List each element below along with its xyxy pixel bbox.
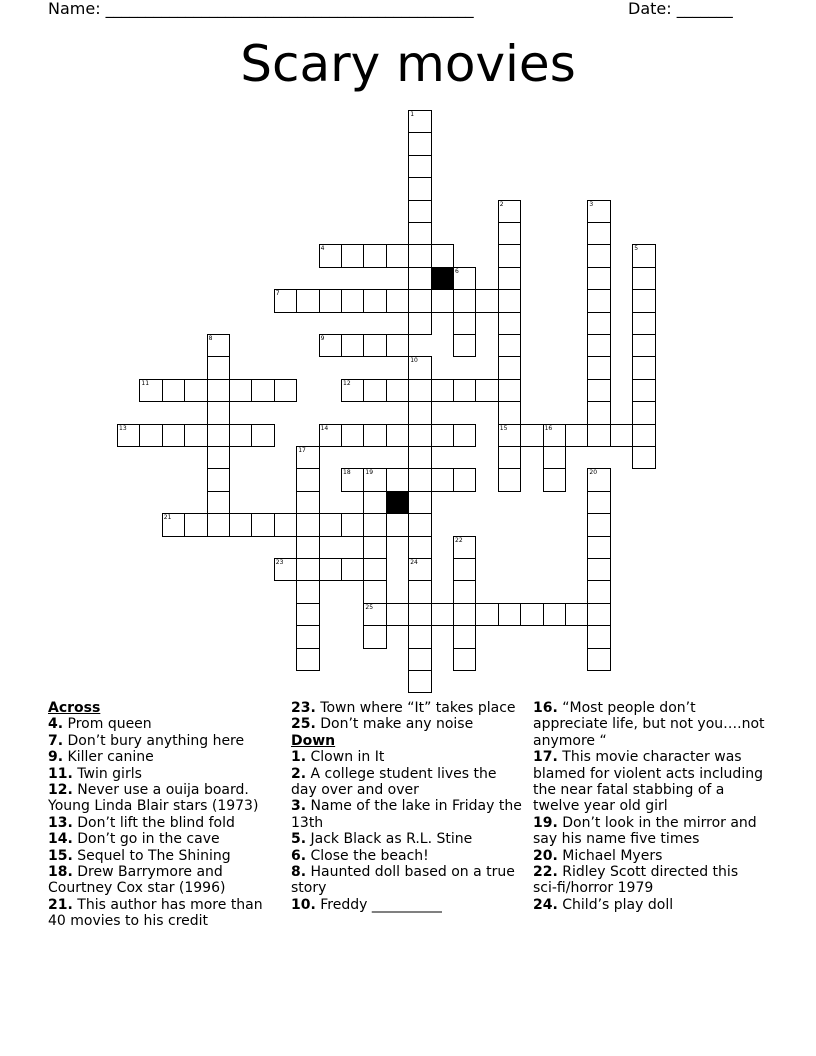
grid-cell[interactable]	[319, 334, 342, 357]
grid-cell[interactable]	[139, 424, 162, 447]
grid-cell[interactable]	[587, 379, 610, 402]
grid-cell[interactable]	[431, 468, 454, 491]
clue-across-11: 11. Twin girls	[48, 765, 142, 782]
grid-cell[interactable]	[498, 312, 521, 335]
grid-cell[interactable]	[408, 513, 431, 536]
grid-cell[interactable]	[296, 468, 319, 491]
grid-cell[interactable]	[498, 244, 521, 267]
clue-across-21: 21. This author has more than 40 movies to his credit	[48, 896, 263, 930]
clue-across-14: 14. Don’t go in the cave	[48, 831, 220, 848]
grid-cell[interactable]	[207, 468, 230, 491]
grid-cell[interactable]	[475, 289, 498, 312]
grid-cell[interactable]	[453, 267, 476, 290]
cell-number: 22	[455, 536, 463, 544]
grid-cell[interactable]	[408, 379, 431, 402]
grid-cell[interactable]	[543, 603, 566, 626]
grid-cell[interactable]	[363, 580, 386, 603]
grid-cell[interactable]	[543, 468, 566, 491]
grid-cell[interactable]	[162, 379, 185, 402]
grid-cell[interactable]	[341, 334, 364, 357]
grid-cell[interactable]	[341, 244, 364, 267]
cell-number: 15	[499, 424, 508, 432]
grid-cell[interactable]	[363, 603, 386, 626]
clue-down-24: 24. Child’s play doll	[533, 896, 674, 913]
grid-cell[interactable]	[498, 468, 521, 491]
grid-cell[interactable]	[453, 334, 476, 357]
down-heading: Down	[291, 732, 336, 749]
grid-cell[interactable]	[498, 222, 521, 245]
clue-across-18: 18. Drew Barrymore and Courtney Cox star (1996)	[48, 864, 226, 897]
grid-cell[interactable]	[565, 424, 588, 447]
grid-cell[interactable]	[319, 558, 342, 581]
cell-number: 13	[119, 424, 127, 432]
grid-cell[interactable]	[453, 580, 476, 603]
clue-down-19: 19. Don’t look in the mirror and say his name five times	[533, 814, 757, 848]
grid-cell[interactable]	[363, 334, 386, 357]
page-title: Scary movies	[240, 35, 576, 93]
grid-cell[interactable]	[453, 379, 476, 402]
cell-number: 20	[589, 469, 598, 477]
grid-cell[interactable]	[543, 424, 566, 447]
grid-cell[interactable]	[184, 424, 207, 447]
cell-number: 18	[343, 469, 351, 477]
grid-cell[interactable]	[162, 513, 185, 536]
grid-cell[interactable]	[632, 424, 655, 447]
grid-cell[interactable]	[363, 513, 386, 536]
grid-cell[interactable]	[408, 267, 431, 290]
clue-down-5: 5. Jack Black as R.L. Stine	[291, 831, 473, 848]
grid-cell[interactable]	[498, 356, 521, 379]
grid-cell[interactable]	[408, 536, 431, 559]
grid-cell[interactable]	[207, 513, 230, 536]
grid-cell[interactable]	[408, 558, 431, 581]
grid-cell[interactable]	[184, 513, 207, 536]
grid-cell[interactable]	[453, 312, 476, 335]
grid-cell[interactable]	[341, 468, 364, 491]
grid-cell[interactable]	[453, 424, 476, 447]
clue-across-4: 4. Prom queen	[48, 716, 152, 733]
grid-cell[interactable]	[319, 289, 342, 312]
grid-cell[interactable]	[632, 244, 655, 267]
cell-number: 12	[343, 379, 351, 387]
grid-cell[interactable]	[408, 625, 431, 648]
grid-cell[interactable]	[386, 513, 409, 536]
grid-cell[interactable]	[139, 379, 162, 402]
grid-cell[interactable]	[408, 648, 431, 671]
grid-cell[interactable]	[408, 468, 431, 491]
black-cell	[431, 267, 454, 290]
grid-cell[interactable]	[363, 491, 386, 514]
grid-cell[interactable]	[498, 379, 521, 402]
grid-cell[interactable]	[498, 401, 521, 424]
grid-cell[interactable]	[296, 491, 319, 514]
clues-column-2	[291, 700, 523, 913]
cell-number: 19	[365, 469, 374, 477]
grid-cell[interactable]	[498, 267, 521, 290]
across-heading: Across	[48, 700, 101, 716]
grid-cell[interactable]	[229, 424, 252, 447]
grid-cell[interactable]	[319, 424, 342, 447]
grid-cell[interactable]	[475, 379, 498, 402]
grid-cell[interactable]	[207, 491, 230, 514]
grid-cell[interactable]	[296, 558, 319, 581]
grid-cell[interactable]	[386, 603, 409, 626]
grid-cell[interactable]	[363, 424, 386, 447]
grid-cell[interactable]	[408, 491, 431, 514]
clue-across-25: 25. Don’t make any noise	[291, 716, 474, 733]
cell-number: 5	[634, 245, 639, 253]
grid-cell[interactable]	[498, 334, 521, 357]
grid-cell[interactable]	[453, 468, 476, 491]
grid-cell[interactable]	[296, 289, 319, 312]
grid-cell[interactable]	[274, 289, 297, 312]
grid-cell[interactable]	[453, 536, 476, 559]
cell-number: 21	[163, 514, 172, 522]
grid-cell[interactable]	[296, 625, 319, 648]
grid-cell[interactable]	[453, 603, 476, 626]
grid-cell[interactable]	[475, 603, 498, 626]
grid-cell[interactable]	[274, 379, 297, 402]
grid-cell[interactable]	[632, 312, 655, 335]
grid-cell[interactable]	[431, 424, 454, 447]
grid-cell[interactable]	[207, 446, 230, 469]
grid-cell[interactable]	[296, 648, 319, 671]
cell-number: 4	[320, 245, 325, 253]
grid-cell[interactable]	[207, 379, 230, 402]
cell-number: 24	[410, 559, 418, 566]
grid-cell[interactable]	[296, 513, 319, 536]
grid-cell[interactable]	[431, 379, 454, 402]
grid-cell[interactable]	[587, 267, 610, 290]
clues-column-1	[48, 700, 280, 930]
grid-cell[interactable]	[587, 648, 610, 671]
cell-number: 8	[208, 335, 213, 342]
grid-cell[interactable]	[341, 513, 364, 536]
grid-cell[interactable]	[408, 110, 431, 133]
grid-cell[interactable]	[632, 267, 655, 290]
grid-cell[interactable]	[520, 424, 543, 447]
grid-cell[interactable]	[498, 446, 521, 469]
grid-cell[interactable]	[363, 536, 386, 559]
grid-cell[interactable]	[498, 603, 521, 626]
grid-cell[interactable]	[229, 513, 252, 536]
grid-cell[interactable]	[632, 401, 655, 424]
cell-number: 10	[410, 357, 418, 365]
grid-cell[interactable]	[632, 289, 655, 312]
grid-cell[interactable]	[363, 468, 386, 491]
grid-cell[interactable]	[408, 155, 431, 178]
grid-cell[interactable]	[319, 513, 342, 536]
cell-number: 25	[365, 603, 374, 611]
grid-cell[interactable]	[296, 580, 319, 603]
grid-cell[interactable]	[587, 200, 610, 223]
grid-cell[interactable]	[207, 401, 230, 424]
grid-cell[interactable]	[341, 379, 364, 402]
grid-cell[interactable]	[117, 424, 140, 447]
cell-number: 11	[141, 379, 150, 387]
clue-across-13: 13. Don’t lift the blind fold	[48, 814, 235, 831]
grid-cell[interactable]	[565, 603, 588, 626]
grid-cell[interactable]	[408, 603, 431, 626]
grid-cell[interactable]	[408, 177, 431, 200]
cell-number: 14	[320, 424, 329, 432]
grid-cell[interactable]	[587, 513, 610, 536]
clue-across-9: 9. Killer canine	[48, 749, 154, 766]
grid-cell[interactable]	[251, 513, 274, 536]
grid-cell[interactable]	[632, 334, 655, 357]
cell-number: 9	[320, 335, 325, 342]
grid-cell[interactable]	[386, 289, 409, 312]
clue-down-6: 6. Close the beach!	[291, 847, 429, 864]
grid-cell[interactable]	[587, 580, 610, 603]
grid-cell[interactable]	[498, 200, 521, 223]
grid-cell[interactable]	[207, 424, 230, 447]
grid-cell[interactable]	[162, 424, 185, 447]
grid-cell[interactable]	[587, 289, 610, 312]
clue-down-3: 3. Name of the lake in Friday the 13th	[291, 798, 522, 831]
grid-cell[interactable]	[587, 625, 610, 648]
grid-cell[interactable]	[408, 580, 431, 603]
clue-down-16: 16. “Most people don’t appreciate life, but not you….not anymore “	[533, 700, 765, 749]
grid-cell[interactable]	[274, 558, 297, 581]
grid-cell[interactable]	[386, 244, 409, 267]
grid-cell[interactable]	[587, 244, 610, 267]
grid-cell[interactable]	[632, 446, 655, 469]
clue-across-12: 12. Never use a ouija board. Young Linda Blair stars (1973)	[48, 782, 259, 815]
grid-cell[interactable]	[251, 379, 274, 402]
grid-cell[interactable]	[296, 446, 319, 469]
grid-cell[interactable]	[453, 625, 476, 648]
grid-cell[interactable]	[632, 356, 655, 379]
grid-cell[interactable]	[587, 536, 610, 559]
clue-across-15: 15. Sequel to The Shining	[48, 847, 231, 864]
clue-down-8: 8. Haunted doll based on a true story	[291, 864, 515, 897]
cell-number: 3	[589, 200, 594, 208]
clue-down-2: 2. A college student lives the day over and over	[291, 765, 497, 799]
grid-cell[interactable]	[363, 625, 386, 648]
grid-cell[interactable]	[587, 468, 610, 491]
grid-cell[interactable]	[587, 222, 610, 245]
grid-cell[interactable]	[408, 312, 431, 335]
clue-across-7: 7. Don’t bury anything here	[48, 732, 245, 749]
clue-across-23: 23. Town where “It” takes place	[291, 700, 516, 716]
grid-cell[interactable]	[408, 289, 431, 312]
grid-cell[interactable]	[363, 289, 386, 312]
grid-cell[interactable]	[408, 244, 431, 267]
cell-number: 16	[544, 424, 553, 432]
grid-cell[interactable]	[408, 424, 431, 447]
clue-down-20: 20. Michael Myers	[533, 847, 663, 864]
cell-number: 6	[455, 267, 459, 275]
grid-cell[interactable]	[431, 289, 454, 312]
grid-cell[interactable]	[408, 670, 431, 693]
clue-down-10: 10. Freddy __________	[291, 896, 442, 913]
clues-column-3	[533, 700, 765, 913]
grid-cell[interactable]	[386, 468, 409, 491]
grid-cell[interactable]	[207, 356, 230, 379]
grid-cell[interactable]	[296, 603, 319, 626]
grid-cell[interactable]	[453, 648, 476, 671]
name-field[interactable]: Name: ______________________________________________	[48, 0, 474, 18]
grid-cell[interactable]	[386, 379, 409, 402]
grid-cell[interactable]	[408, 222, 431, 245]
grid-cell[interactable]	[408, 401, 431, 424]
grid-cell[interactable]	[274, 513, 297, 536]
grid-cell[interactable]	[587, 558, 610, 581]
grid-cell[interactable]	[408, 200, 431, 223]
cell-number: 23	[275, 559, 284, 566]
grid-cell[interactable]	[341, 424, 364, 447]
clue-down-17: 17. This movie character was blamed for violent acts including the near fatal stabbing of a twelve year old girl	[533, 749, 763, 815]
grid-cell[interactable]	[587, 603, 610, 626]
grid-cell[interactable]	[543, 446, 566, 469]
grid-cell[interactable]	[341, 289, 364, 312]
grid-cell[interactable]	[408, 132, 431, 155]
grid-cell[interactable]	[587, 401, 610, 424]
grid-cell[interactable]	[207, 334, 230, 357]
grid-cell[interactable]	[386, 424, 409, 447]
grid-cell[interactable]	[408, 446, 431, 469]
grid-cell[interactable]	[587, 334, 610, 357]
cell-number: 2	[499, 200, 504, 208]
grid-cell[interactable]	[431, 603, 454, 626]
grid-cell[interactable]	[363, 379, 386, 402]
grid-cell[interactable]	[632, 379, 655, 402]
grid-cell[interactable]	[184, 379, 207, 402]
grid-cell[interactable]	[587, 424, 610, 447]
grid-cell[interactable]	[229, 379, 252, 402]
grid-cell[interactable]	[453, 289, 476, 312]
grid-cell[interactable]	[363, 558, 386, 581]
grid-cell[interactable]	[587, 356, 610, 379]
grid-cell[interactable]	[363, 244, 386, 267]
cell-number: 1	[410, 111, 415, 118]
grid-cell[interactable]	[319, 244, 342, 267]
grid-cell[interactable]	[431, 244, 454, 267]
grid-cell[interactable]	[587, 312, 610, 335]
grid-cell[interactable]	[341, 558, 364, 581]
grid-cell[interactable]	[610, 424, 633, 447]
cell-number: 17	[298, 447, 306, 454]
black-cell	[386, 491, 409, 514]
cell-number: 7	[275, 290, 280, 298]
grid-cell[interactable]	[386, 334, 409, 357]
clue-down-22: 22. Ridley Scott directed this sci-fi/horror 1979	[533, 864, 739, 897]
grid-cell[interactable]	[453, 558, 476, 581]
grid-cell[interactable]	[498, 424, 521, 447]
clue-down-1: 1. Clown in It	[291, 749, 385, 766]
grid-cell[interactable]	[408, 356, 431, 379]
grid-cell[interactable]	[296, 536, 319, 559]
grid-cell[interactable]	[587, 491, 610, 514]
grid-cell[interactable]	[498, 289, 521, 312]
grid-cell[interactable]	[251, 424, 274, 447]
grid-cell[interactable]	[520, 603, 543, 626]
date-field[interactable]: Date: _______	[628, 0, 733, 18]
